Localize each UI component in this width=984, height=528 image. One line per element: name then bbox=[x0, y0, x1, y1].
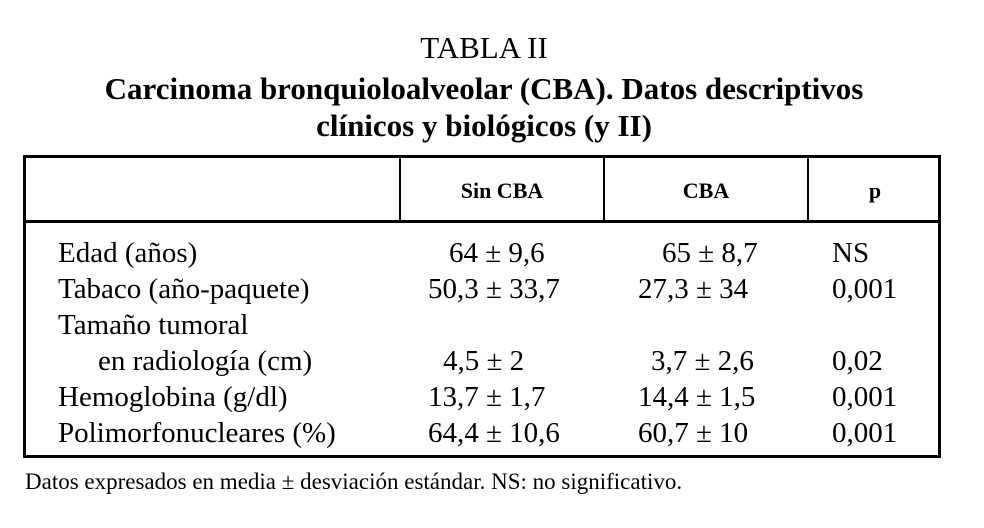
sin-cba-value: 50,3 ± 33,7 bbox=[428, 273, 560, 305]
data-table bbox=[23, 155, 941, 458]
table-label: TABLA II bbox=[420, 30, 548, 65]
header-p: p bbox=[868, 178, 882, 203]
row-label: Polimorfonucleares (%) bbox=[58, 417, 336, 449]
cba-value: 60,7 ± 10 bbox=[638, 417, 749, 449]
row-label: Edad (años) bbox=[58, 237, 198, 269]
sin-cba-value: 13,7 ± 1,7 bbox=[428, 381, 546, 413]
row-label: Hemoglobina (g/dl) bbox=[58, 381, 288, 413]
header-sin-cba: Sin CBA bbox=[460, 178, 544, 203]
cba-value: 65 ± 8,7 bbox=[662, 237, 758, 269]
table-title bbox=[0, 70, 968, 144]
row-label: en radiología (cm) bbox=[98, 345, 313, 377]
header-divider bbox=[26, 220, 938, 223]
title-line-1: Carcinoma bronquioloalveolar (CBA). Datos descriptivos bbox=[104, 71, 864, 106]
sin-cba-value: 64,4 ± 10,6 bbox=[428, 417, 560, 449]
p-value: 0,001 bbox=[832, 417, 898, 449]
p-value: 0,001 bbox=[832, 381, 898, 413]
p-value: 0,02 bbox=[832, 345, 883, 377]
header-cba: CBA bbox=[682, 178, 730, 203]
cba-value: 27,3 ± 34 bbox=[638, 273, 749, 305]
title-line-2: clínicos y biológicos (y II) bbox=[316, 108, 652, 143]
cba-value: 14,4 ± 1,5 bbox=[638, 381, 756, 413]
sin-cba-value: 4,5 ± 2 bbox=[443, 345, 525, 377]
p-value: NS bbox=[832, 237, 870, 269]
table-footnote: Datos expresados en media ± desviación estándar. NS: no significativo. bbox=[25, 469, 683, 494]
p-value: 0,001 bbox=[832, 273, 898, 305]
sin-cba-value: 64 ± 9,6 bbox=[449, 237, 545, 269]
row-label: Tamaño tumoral bbox=[58, 309, 249, 341]
cba-value: 3,7 ± 2,6 bbox=[651, 345, 754, 377]
row-label: Tabaco (año-paquete) bbox=[58, 273, 310, 305]
